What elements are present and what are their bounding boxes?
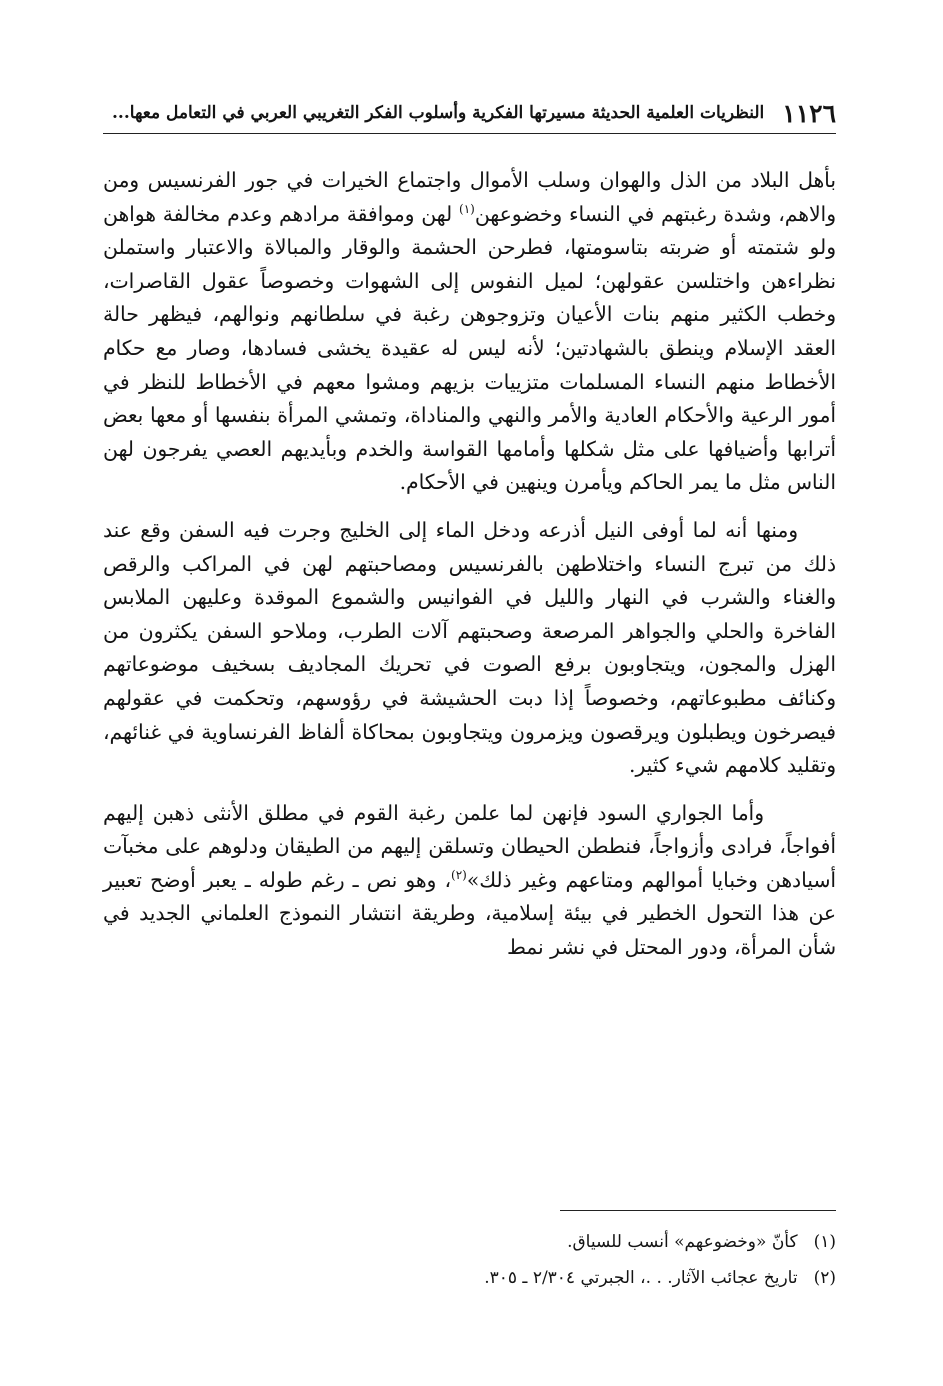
footnote-ref-1: (١): [459, 201, 475, 216]
paragraph-1-text-a: بأهل البلاد من الذل والهوان وسلب الأموال واجتماع الخيرات في جور الفرنسيس ومن والاهم، وشدة رغبتهم في النساء وخضوعهن: [103, 168, 836, 226]
running-title: النظريات العلمية الحديثة مسيرتها الفكرية وأسلوب الفكر التغريبي العربي في التعامل معها...: [112, 103, 765, 123]
footnote-2: [103, 1260, 836, 1296]
paragraph-3-text-a: وأما الجواري السود فإنهن لما علمن رغبة القوم في مطلق الأنثى ذهبن إليهم أفواجاً، فرادى وأزواجاً، فنططن الحيطان وتسلقن إليهم من الطيقان ودلوهم على مخبآت أسيادهن وخبايا أموالهم ومتاعهم وغير ذلك»: [103, 800, 836, 892]
running-header: [103, 96, 836, 130]
footnote-2-number: (٢): [813, 1268, 836, 1288]
footnote-ref-2: (٢): [451, 867, 467, 882]
page-number: ١١٢٦: [782, 98, 836, 128]
paragraph-1: [103, 164, 836, 500]
footnote-2-text: تاريخ عجائب الآثار. . .، الجبرتي ٢/٣٠٤ ـ ٣٠٥.: [484, 1268, 798, 1288]
footnote-1: [103, 1224, 836, 1260]
paragraph-1-text-b: لهن وموافقة مرادهم وعدم مخالفة هواهن ولو شتمته أو ضربته بتاسومتها، فطرحن الحشمة والوقار والمبالاة والاعتبار واستملن نظراءهن واختلسن عقولهن؛ لميل النفوس إلى الشهوات وخصوصاً عقول القاصرات، وخطب الكثير منهم بنات الأعيان وتزوجوهن رغبة في سلطانهم ونوالهم، فيظهر حالة العقد الإسلام وينطق بالشهادتين؛ لأنه ليس له عقيدة يخشى فسادها، وصار مع حكام الأخطاط منهم النساء المسلمات متزييات بزيهم ومشوا معهم في الأخطاط للنظر في أمور الرعية والأحكام العادية والأمر والنهي والمناداة، وتمشي المرأة بنفسها أو معها بعض أترابها وأضيافها على مثل شكلها وأمامها القواسة والخدم وبأيديهم العصي يفرجون لهن الناس مثل ما يمر الحاكم ويأمرن وينهين في الأحكام.: [103, 201, 836, 495]
body-text: [103, 164, 836, 965]
paragraph-3: [103, 797, 836, 965]
footnote-1-number: (١): [813, 1232, 836, 1252]
footnotes: [103, 1224, 836, 1296]
paragraph-3-text-b: ، وهو نص ـ رغم طوله ـ يعبر أوضح تعبير عن هذا التحول الخطير في بيئة إسلامية، وطريقة انتشار النموذج العلماني الجديد في شأن المرأة، ودور المحتل في نشر نمط: [103, 867, 836, 960]
header-rule: [103, 133, 836, 134]
footnote-1-text: كأنّ «وخضوعهم» أنسب للسياق.: [567, 1232, 798, 1252]
paragraph-2: ومنها أنه لما أوفى النيل أذرعه ودخل الماء إلى الخليج وجرت فيه السفن وقع عند ذلك من تبرج النساء واختلاطهن بالفرنسيس ومصاحبتهم لهن في المراكب والرقص والغناء والشرب في النهار والليل في الفوانيس والشموع الموقدة وعليهن الملابس الفاخرة والحلي والجواهر المرصعة وصحبتهم آلات الطرب، وملاحو السفن يكثرون من الهزل والمجون، ويتجاوبون برفع الصوت في تحريك المجاديف بسخيف موضوعاتهم وكنائف مطبوعاتهم، وخصوصاً إذا دبت الحشيشة في رؤوسهم، وتحكمت في عقولهم فيصرخون ويطبلون ويرقصون ويزمرون ويتجاوبون بمحاكاة ألفاظ الفرنساوية في غنائهم، وتقليد كلامهم شيء كثير.: [103, 517, 836, 778]
footnote-rule: [560, 1210, 836, 1211]
